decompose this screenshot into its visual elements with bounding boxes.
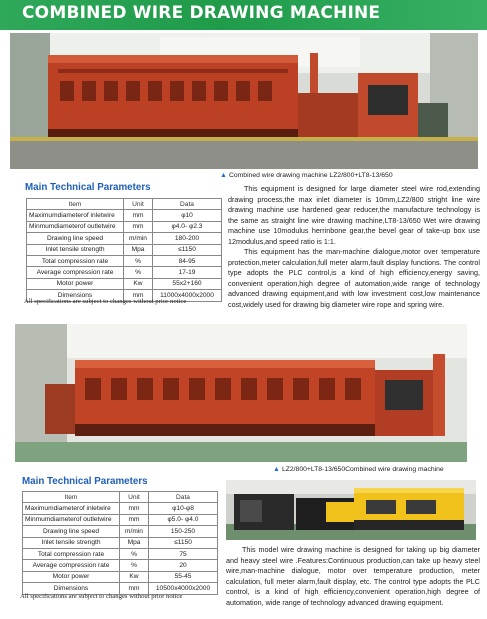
machine-photo-1 <box>10 33 478 169</box>
photo-2-caption: ▲ LZ2/800+LT8-13/650Combined wire drawing machine <box>273 466 444 473</box>
table-header-row <box>27 199 222 210</box>
spec-note-2: All specifications are subject to changes without prior notice <box>20 593 183 600</box>
table-header-row <box>23 492 218 503</box>
triangle-up-icon: ▲ <box>273 466 280 473</box>
table-row: Average compression rate % 20 <box>23 560 218 571</box>
table-row: Drawing line speed m/min 180-200 <box>27 233 222 244</box>
description-1-paragraph-2: This equipment has the man-machine dialogue,motor over temperature protection,meter calculation,full meter alarm,fault display functions. The control type adopts the PLC control,is a kind of high efficiency,energy saving, convenient operation,high degree of automation,wide range of technology advanced drawing equipment,and with low investment cost,low maintenance cost,widely used for drawing big diameter wire rope and spring wire. <box>228 247 480 309</box>
table-row: Dimensions mm 10500x4000x2000 <box>23 583 218 594</box>
table-row: Dimensions mm 11000x4000x2000 <box>27 290 222 301</box>
header-item: Item <box>23 492 120 503</box>
table-row: Average compression rate % 17-19 <box>27 267 222 278</box>
description-1 <box>228 184 480 310</box>
section-2-title: Main Technical Parameters <box>22 476 148 487</box>
spec-note-1: All specifications are subject to changes without prior notice <box>24 298 187 305</box>
section-1-title: Main Technical Parameters <box>25 182 151 193</box>
table-row: Maximumdiameterof inletwire mm φ10 <box>27 210 222 221</box>
description-2 <box>226 545 480 608</box>
spec-table-1 <box>26 198 222 302</box>
header-data: Data <box>149 492 218 503</box>
description-1-paragraph-1: This equipment is designed for large diameter steel wire rod,extending drawing process,the max inlet diameter is 10mm,LZ2/800 stright line wire drawing machine use hardened gear reducer,the manufacture technology is the same as straight line wire drawing machine,LT8-13/650 Wet wire drawing machine use 10modulus herrinbone gear,the bevel gear of take-up box use 12modulus,and speed ratio is 1:1. <box>228 184 480 246</box>
table-row: Drawing line speed m/min 150-250 <box>23 526 218 537</box>
spec-table-2 <box>22 491 218 595</box>
photo-1-caption: ▲ Combined wire drawing machine LZ2/800+LT8-13/650 <box>220 172 393 179</box>
table-row: Total compression rate % 75 <box>23 548 218 559</box>
header-unit: Unit <box>124 199 153 210</box>
table-row: Maximumdiameterof inletwire mm φ10-φ8 <box>23 503 218 514</box>
table-row: Total compression rate % 84-95 <box>27 255 222 266</box>
table-row: Inlet tensile strength Mpa ≤1150 <box>27 244 222 255</box>
description-2-paragraph: This model wire drawing machine is designed for taking up big diameter and heavy steel wire .Features:Continuous production,can take up heavy steel wire,man-machine dialogue, motor over temperature production, meter calculation, full meter alarm,fault display, etc. The control type adopts the PLC control, is a kind of high efficiency,convenient operation,high degree of automation, wide range of technology advanced drawing equipment. <box>226 545 480 607</box>
table-row: Minmumdiameterof outletwire mm φ5.0- φ4.0 <box>23 514 218 525</box>
table-row: Motor power Kw 55-45 <box>23 571 218 582</box>
machine-photo-3 <box>226 480 476 540</box>
header-unit: Unit <box>120 492 149 503</box>
table-row: Inlet tensile strength Mpa ≤1150 <box>23 537 218 548</box>
machine-photo-2 <box>15 324 467 462</box>
triangle-up-icon: ▲ <box>220 172 227 179</box>
page-title: COMBINED WIRE DRAWING MACHINE <box>22 3 381 23</box>
table-row: Motor power Kw 55x2+160 <box>27 278 222 289</box>
header-item: Item <box>27 199 124 210</box>
table-row: Minmumdiameterof outletwire mm φ4.0- φ2.3 <box>27 221 222 232</box>
header-data: Data <box>153 199 222 210</box>
